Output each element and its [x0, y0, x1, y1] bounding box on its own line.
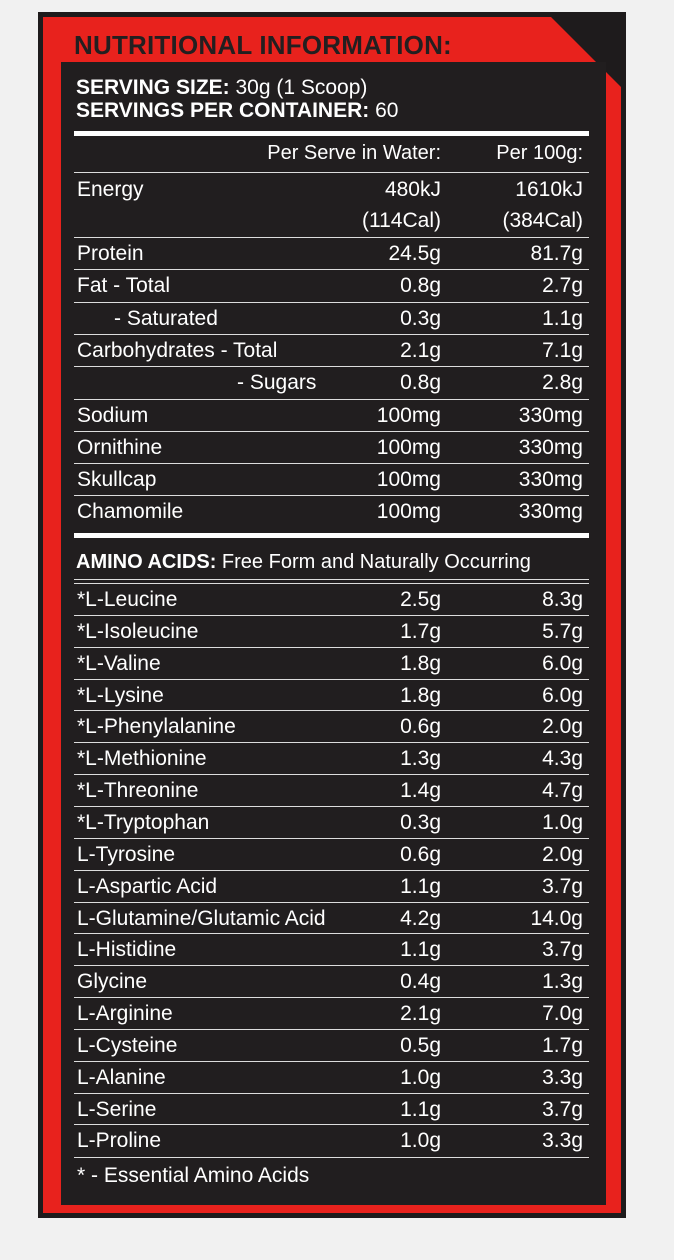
divider: [74, 647, 589, 648]
nutrient-row-label: Sodium: [77, 403, 149, 427]
nutrient-row-per-100g: 2.8g: [542, 371, 583, 395]
page-title: NUTRITIONAL INFORMATION:: [74, 30, 452, 60]
amino-acid-row-per-100g: 1.0g: [542, 810, 583, 834]
amino-acids-heading: [76, 551, 591, 574]
divider: [74, 742, 589, 743]
divider: [74, 615, 589, 616]
divider: [74, 172, 589, 173]
amino-acid-row-per-serve: 1.4g: [400, 779, 441, 803]
nutrient-row-per-serve: 24.5g: [388, 242, 441, 265]
amino-acid-row-per-100g: 4.3g: [542, 747, 583, 771]
amino-acid-row-per-100g: 3.7g: [542, 874, 583, 898]
divider-thick: [74, 131, 589, 136]
nutrient-row-label: Fat - Total: [77, 274, 170, 298]
nutrient-row-per-100g: 330mg: [518, 500, 583, 524]
amino-acid-row-per-serve: 2.5g: [400, 588, 441, 611]
servings-per-container-value: 60: [369, 99, 399, 122]
amino-acid-row-label: *L-Phenylalanine: [77, 715, 236, 739]
energy-kj-serve: 480kJ: [384, 178, 441, 201]
nutrient-row-per-serve: 0.8g: [400, 371, 441, 395]
servings-per-container-label: SERVINGS PER CONTAINER:: [76, 99, 370, 122]
energy-kj-100g: 1610kJ: [515, 178, 583, 201]
divider: [74, 1157, 589, 1158]
amino-acid-row-per-100g: 4.7g: [542, 779, 583, 803]
nutrient-row-per-100g: 330mg: [518, 403, 583, 427]
divider: [74, 965, 589, 966]
amino-acid-row-per-serve: 0.5g: [400, 1033, 441, 1057]
amino-acid-row-label: L-Glutamine/Glutamic Acid: [77, 906, 326, 930]
nutrient-row-per-100g: 1.1g: [542, 306, 583, 330]
divider: [74, 579, 589, 580]
divider-thick: [74, 533, 589, 538]
amino-acid-row-per-100g: 2.0g: [542, 715, 583, 739]
divider: [74, 1061, 589, 1062]
nutrient-row-per-serve: 100mg: [376, 468, 441, 492]
amino-acid-row-label: *L-Lysine: [77, 683, 164, 707]
nutrient-row-label: - Sugars: [237, 371, 317, 395]
amino-acid-row-label: *L-Methionine: [77, 747, 207, 771]
nutrient-row-per-serve: 2.1g: [400, 338, 441, 362]
amino-acid-row-per-100g: 1.3g: [542, 970, 583, 994]
column-header-per-serve: Per Serve in Water:: [267, 142, 441, 164]
amino-acid-row-per-serve: 2.1g: [400, 1002, 441, 1026]
divider: [74, 902, 589, 903]
amino-acid-row-per-serve: 0.3g: [400, 810, 441, 834]
divider: [74, 1029, 589, 1030]
amino-acid-row-per-100g: 3.3g: [542, 1129, 583, 1153]
amino-acid-row-label: *L-Leucine: [77, 588, 178, 611]
energy-cal-100g: (384Cal): [502, 209, 583, 232]
amino-acid-row-label: L-Arginine: [77, 1002, 173, 1026]
column-header-per-100g: Per 100g:: [496, 142, 583, 164]
amino-acid-row-per-serve: 1.0g: [400, 1065, 441, 1089]
nutrient-row-per-100g: 81.7g: [530, 242, 583, 265]
divider: [74, 870, 589, 871]
amino-acid-row-per-100g: 8.3g: [542, 588, 583, 611]
divider: [74, 431, 589, 432]
divider: [74, 1124, 589, 1125]
nutrient-row-per-serve: 0.8g: [400, 274, 441, 298]
nutrient-row-label: Ornithine: [77, 435, 163, 459]
nutrient-row-label: - Saturated: [114, 306, 218, 330]
amino-acids-heading-bold: AMINO ACIDS:: [76, 551, 217, 573]
nutrient-row-per-100g: 330mg: [518, 468, 583, 492]
servings-per-container: [76, 99, 596, 122]
serving-size: [76, 76, 596, 99]
divider: [74, 463, 589, 464]
amino-acid-row-per-serve: 4.2g: [400, 906, 441, 930]
amino-acid-row-per-100g: 6.0g: [542, 651, 583, 675]
amino-acid-row-per-100g: 3.7g: [542, 938, 583, 962]
amino-acid-row-label: L-Histidine: [77, 938, 177, 962]
divider: [74, 679, 589, 680]
nutrient-row-per-serve: 100mg: [376, 500, 441, 524]
amino-acid-row-per-serve: 1.8g: [400, 651, 441, 675]
amino-acid-row-per-100g: 1.7g: [542, 1033, 583, 1057]
footnote: * - Essential Amino Acids: [77, 1164, 310, 1187]
divider: [74, 933, 589, 934]
divider: [74, 710, 589, 711]
amino-acid-row-per-serve: 1.1g: [400, 1097, 441, 1121]
amino-acid-row-per-100g: 6.0g: [542, 683, 583, 707]
amino-acid-row-per-serve: 1.0g: [400, 1129, 441, 1153]
amino-acid-row-per-100g: 14.0g: [530, 906, 583, 930]
amino-acid-row-per-serve: 1.7g: [400, 619, 441, 643]
amino-acid-row-per-serve: 1.1g: [400, 938, 441, 962]
nutrient-row-per-100g: 2.7g: [542, 274, 583, 298]
energy-label: Energy: [77, 178, 144, 201]
nutrient-row-per-serve: 100mg: [376, 403, 441, 427]
serving-size-label: SERVING SIZE:: [76, 76, 230, 99]
column-header-row: [74, 142, 589, 168]
amino-acid-row-label: L-Proline: [77, 1129, 162, 1153]
amino-acid-row-per-serve: 0.4g: [400, 970, 441, 994]
divider: [74, 1093, 589, 1094]
amino-acid-row-per-100g: 7.0g: [542, 1002, 583, 1026]
divider: [74, 334, 589, 335]
amino-acid-row-per-serve: 0.6g: [400, 715, 441, 739]
divider: [74, 399, 589, 400]
amino-acid-row-label: L-Tyrosine: [77, 842, 176, 866]
divider: [74, 495, 589, 496]
amino-acid-row-label: Glycine: [77, 970, 148, 994]
amino-acid-row-per-serve: 1.1g: [400, 874, 441, 898]
nutrient-row-label: Skullcap: [77, 468, 157, 492]
divider: [74, 269, 589, 270]
divider: [74, 806, 589, 807]
nutrient-row-per-serve: 100mg: [376, 435, 441, 459]
amino-acid-row-label: L-Serine: [77, 1097, 157, 1121]
amino-acid-row-label: *L-Tryptophan: [77, 810, 210, 834]
divider: [74, 237, 589, 238]
amino-acid-row-per-serve: 0.6g: [400, 842, 441, 866]
amino-acid-row-label: L-Cysteine: [77, 1033, 178, 1057]
nutrient-row-label: Carbohydrates - Total: [77, 338, 278, 362]
amino-acid-row-per-serve: 1.8g: [400, 683, 441, 707]
nutrient-row-per-serve: 0.3g: [400, 306, 441, 330]
amino-acid-row-label: L-Aspartic Acid: [77, 874, 218, 898]
energy-cal-serve: (114Cal): [362, 209, 441, 232]
nutrient-row-label: Chamomile: [77, 500, 184, 524]
amino-acid-row-per-100g: 3.3g: [542, 1065, 583, 1089]
divider: [74, 302, 589, 303]
amino-acid-row-label: *L-Isoleucine: [77, 619, 199, 643]
amino-acid-row-per-100g: 3.7g: [542, 1097, 583, 1121]
amino-acid-row-per-100g: 2.0g: [542, 842, 583, 866]
nutrient-row-label: Protein: [77, 242, 144, 265]
serving-size-value: 30g (1 Scoop): [229, 76, 368, 99]
divider: [74, 838, 589, 839]
amino-acid-row-label: L-Alanine: [77, 1065, 166, 1089]
amino-acids-heading-rest: Free Form and Naturally Occurring: [216, 551, 531, 573]
nutrient-row-per-100g: 330mg: [518, 435, 583, 459]
divider: [74, 774, 589, 775]
divider: [74, 366, 589, 367]
amino-acid-row-per-serve: 1.3g: [400, 747, 441, 771]
divider: [74, 583, 589, 584]
divider: [74, 997, 589, 998]
nutrient-row-per-100g: 7.1g: [542, 338, 583, 362]
amino-acid-row-label: *L-Threonine: [77, 779, 199, 803]
amino-acid-row-label: *L-Valine: [77, 651, 161, 675]
amino-acid-row-per-100g: 5.7g: [542, 619, 583, 643]
